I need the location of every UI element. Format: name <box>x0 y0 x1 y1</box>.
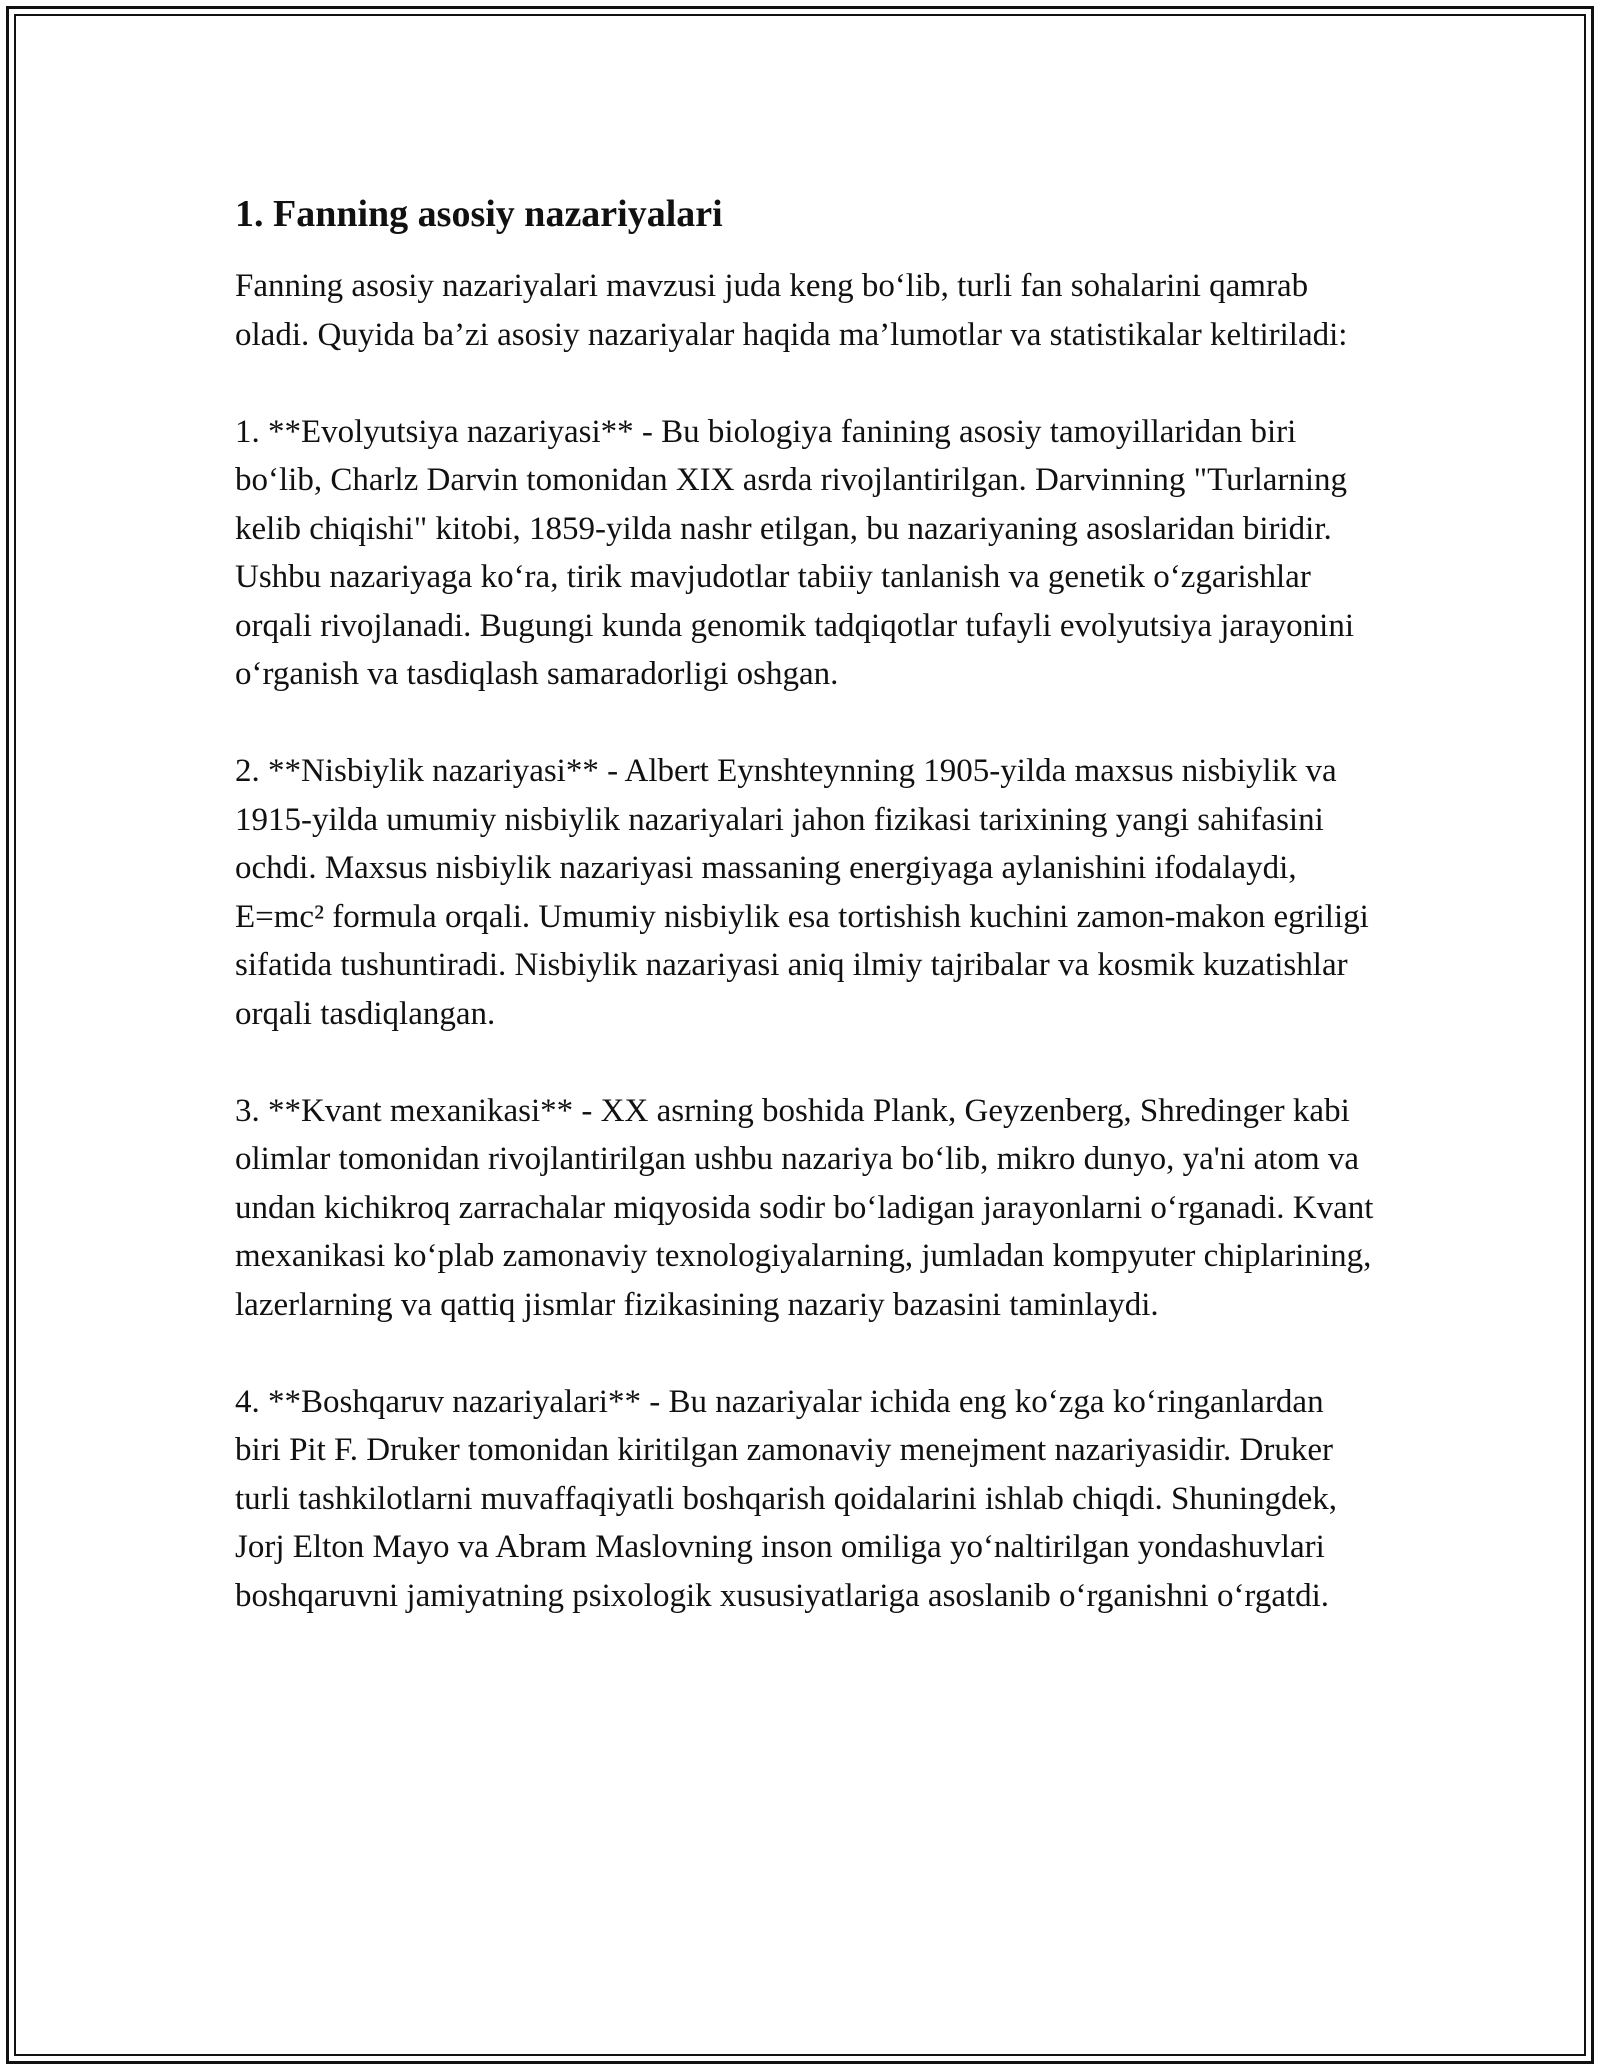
theory-evolution-paragraph: 1. **Evolyutsiya nazariyasi** - Bu biologiya fanining asosiy tamoyillaridan biri bo‘lib, Charlz Darvin tomonidan XIX asrda rivojlantirilgan. Darvinning "Turlarning kelib chiqishi" kitobi, 1859-yilda nashr etilgan, bu nazariyaning asoslaridan biridir. Ushbu nazariyaga ko‘ra, tirik mavjudotlar tabiiy tanlanish va genetik o‘zgarishlar orqali rivojlanadi. Bugungi kunda genomik tadqiqotlar tufayli evolyutsiya jarayonini o‘rganish va tasdiqlash samaradorligi oshgan. <box>235 413 1355 692</box>
theory-quantum-paragraph: 3. **Kvant mexanikasi** - XX asrning boshida Plank, Geyzenberg, Shredinger kabi olimlar tomonidan rivojlantirilgan ushbu nazariya bo‘lib, mikro dunyo, ya'ni atom va undan kichikroq zarrachalar miqyosida sodir bo‘ladigan jarayonlarni o‘rganadi. Kvant mexanikasi ko‘plab zamonaviy texnologiyalarning, jumladan kompyuter chiplarining, lazerlarning va qattiq jismlar fizikasining nazariy bazasini taminlaydi. <box>235 1092 1374 1323</box>
intro-paragraph: Fanning asosiy nazariyalari mavzusi juda keng bo‘lib, turli fan sohalarini qamrab oladi. Quyida ba’zi asosiy nazariyalar haqida ma’lumotlar va statistikalar keltiriladi: <box>235 268 1348 353</box>
theory-management-paragraph: 4. **Boshqaruv nazariyalari** - Bu nazariyalar ichida eng ko‘zga ko‘ringanlardan biri Pit F. Druker tomonidan kiritilgan zamonaviy menejment nazariyasidir. Druker turli tashkilotlarni muvaffaqiyatli boshqarish qoidalarini ishlab chiqdi. Shuningdek, Jorj Elton Mayo va Abram Maslovning inson omiliga yo‘naltirilgan yondashuvlari boshqaruvni jamiyatning psixologik xususiyatlariga asoslanib o‘rganishni o‘rgatdi. <box>235 1383 1337 1614</box>
document-body <box>235 186 1375 1620</box>
theory-relativity-paragraph: 2. **Nisbiylik nazariyasi** - Albert Eynshteynning 1905-yilda maxsus nisbiylik va 1915-yilda umumiy nisbiylik nazariyalari jahon fizikasi tarixining yangi sahifasini ochdi. Maxsus nisbiylik nazariyasi massaning energiyaga aylanishini ifodalaydi, E=mc² formula orqali. Umumiy nisbiylik esa tortishish kuchini zamon-makon egriligi sifatida tushuntiradi. Nisbiylik nazariyasi aniq ilmiy tajribalar va kosmik kuzatishlar orqali tasdiqlangan. <box>235 753 1369 1032</box>
section-heading: 1. Fanning asosiy nazariyalari <box>235 193 723 235</box>
